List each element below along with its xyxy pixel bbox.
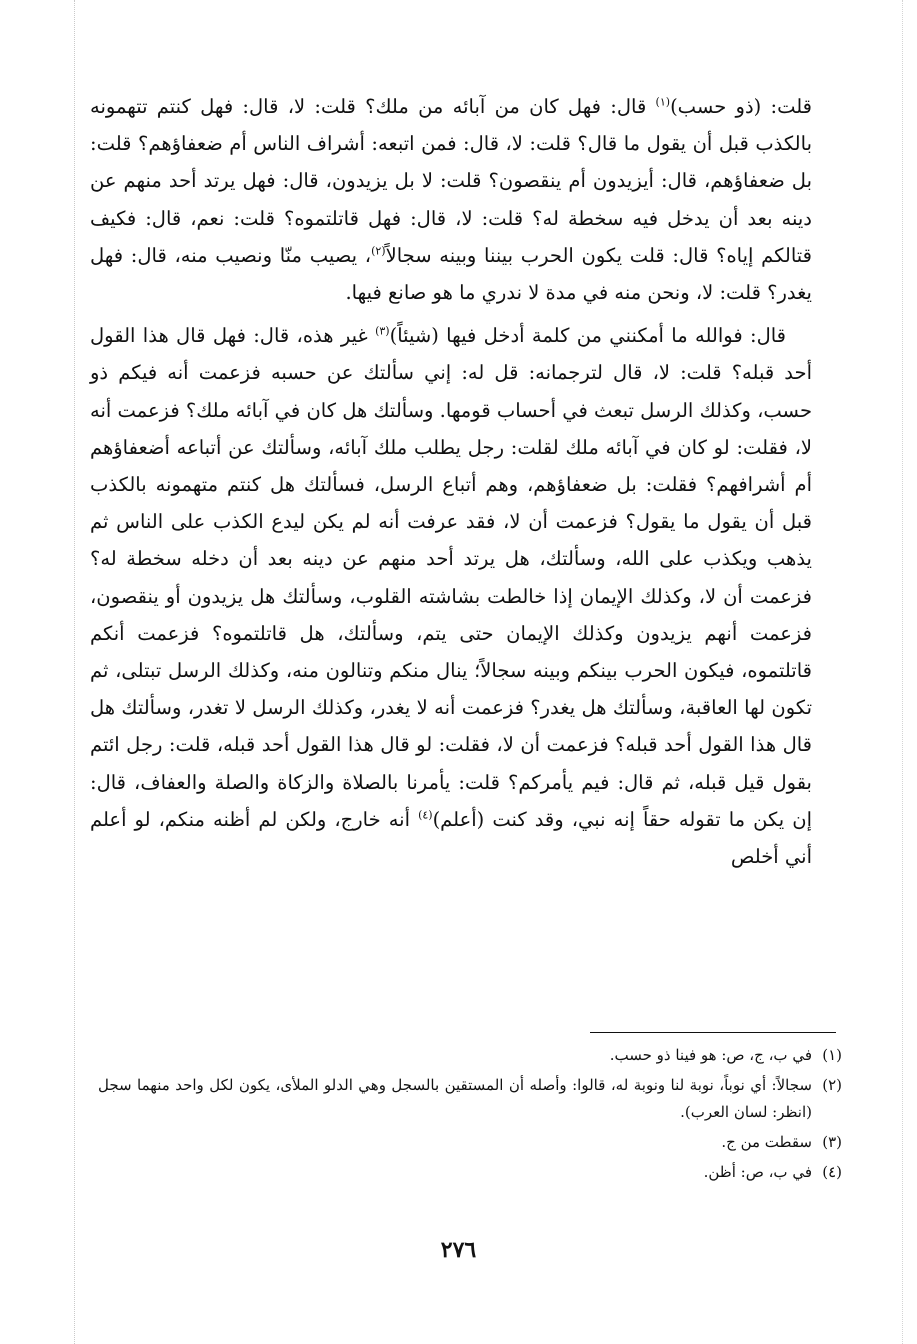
text-run: قال: فوالله ما أمكنني من كلمة أدخل فيها (شيئاً) [389,324,786,348]
footnote [98,1072,842,1126]
main-text [90,88,812,875]
footnote-number: (٢) [822,1076,842,1094]
footnote-reference: (٢) [371,244,386,258]
footnote-text: سقطت من ج. [721,1133,812,1151]
text-run: غير هذه، قال: فهل قال هذا القول أحد قبله؟ قلت: لا، قال لترجمانه: قل له: إني سألتك عن حسبه فزعمت أنه فيكم ذو حسب، وكذلك الرسل تبعث في أحساب قومها. وسألتك هل كان في آبائه ملك؟ فزعمت أنه لا، فقلت: لو كان في آبائه ملك لقلت: رجل يطلب ملك آبائه، وسألتك عن أتباعه أضعفاؤهم أم أشرافهم؟ فقلت: بل ضعفاؤهم، وهم أتباع الرسل، فسألتك هل كنتم متهمونه بالكذب قبل أن يقول ما يقول؟ فزعمت أن لا، فقد عرفت أنه لم يكن ليدع الكذب على الناس ثم يذهب ويكذب على الله، وسألتك، هل يرتد أحد منهم عن دينه بعد أن دخله سخطة له؟ فزعمت أن لا، وكذلك الإيمان إذا خالطت بشاشته القلوب، وسألتك هل يزيدون أو ينقصون، فزعمت أنهم يزيدون وكذلك الإيمان حتى يتم، وسألتك، هل قاتلتموه؟ فزعمت أنكم قاتلتموه، فيكون الحرب بينكم وبينه سجالاً؛ ينال منكم وتنالون منه، وكذلك الرسل تبتلى، ثم تكون لها العاقبة، وسألتك هل يغدر؟ فزعمت أنه لا يغدر، وكذلك الرسل لا تغدر، وسألتك هل قال هذا القول أحد قبله؟ فزعمت أن لا، فقلت: لو قال هذا القول أحد قبله، قلت: رجل ائتم بقول قيل قبله، ثم قال: فيم يأمركم؟ قلت: يأمرنا بالصلاة والزكاة والصلة والعفاف، قال: إن يكن ما تقوله حقاً إنه نبي، وقد كنت (أعلم) [90,324,812,831]
text-run: قال: فهل كان من آبائه من ملك؟ قلت: لا، قال: فهل كنتم تتهمونه بالكذب قبل أن يقول ما قال؟ قلت: لا، قال: فمن اتبعه: أشراف الناس أم ضعفاؤهم؟ قلت: بل ضعفاؤهم، قال: أيزيدون أم ينقصون؟ قلت: لا بل يزيدون، قال: فهل يرتد أحد منهم عن دينه بعد أن يدخل فيه سخطة له؟ قلت: لا، قال: فهل قاتلتموه؟ قلت: نعم، قال: فكيف قتالكم إياه؟ قال: قلت يكون الحرب بيننا وبينه سجالاً [90,95,812,267]
footnote [98,1159,842,1186]
footnotes-section [98,1042,842,1189]
footnote-divider [590,1032,836,1033]
footnote [98,1129,842,1156]
footnote-reference: (٣) [375,324,390,338]
footnote-number: (٣) [822,1133,842,1151]
footnote-number: (١) [822,1046,842,1064]
footnote-text: سجالاً: أي نوباً، نوبة لنا ونوبة له، قالوا: وأصله أن المستقين بالسجل وهي الدلو الملأى، يكون لكل واحد منهما سجل (انظر: لسان العرب). [98,1076,812,1121]
footnote [98,1042,842,1069]
text-run: ، يصيب منّا ونصيب منه، قال: فهل يغدر؟ قلت: لا، ونحن منه في مدة لا ندري ما هو صانع فيها. [90,243,812,305]
footnote-text: في ب، ج، ص: هو فينا ذو حسب. [609,1046,812,1064]
text-run: قلت: (ذو حسب) [670,95,812,118]
page-number: ٢٧٦ [440,1237,477,1263]
paragraph [90,88,812,311]
footnote-text: في ب، ص: أظن. [703,1163,812,1181]
paragraph [90,317,812,875]
footnote-reference: (١) [655,95,671,109]
scan-edge-left [74,0,75,1344]
text-run: أنه خارج، ولكن لم أظنه منكم، لو أعلم أني أخلص [90,807,812,869]
footnote-number: (٤) [822,1163,842,1181]
footnote-reference: (٤) [418,808,433,822]
scan-edge-right [902,0,903,1344]
